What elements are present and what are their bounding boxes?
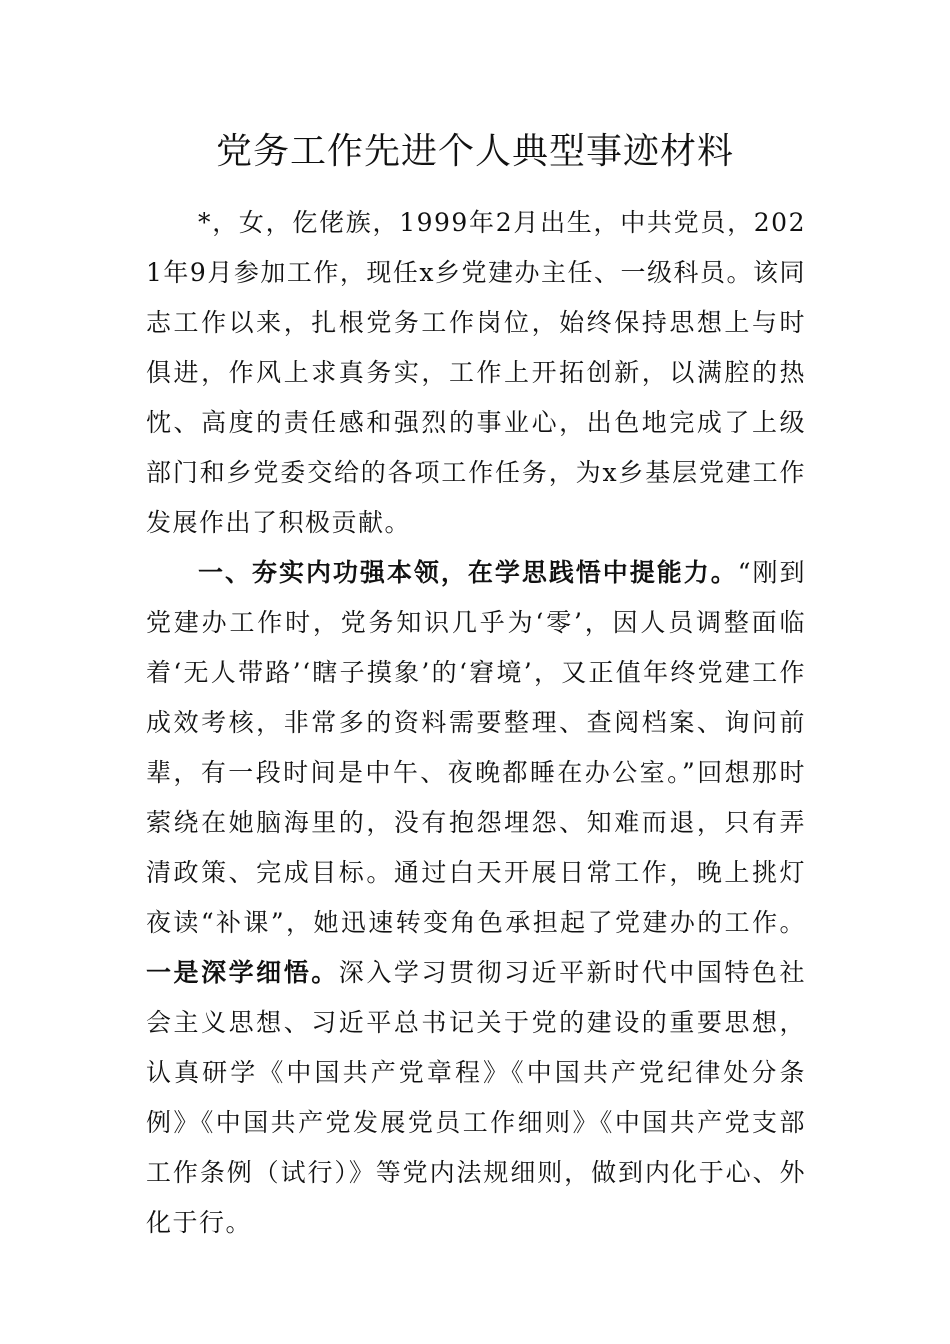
section-one-paragraph — [146, 548, 806, 1248]
section-text-after: 深入学习贯彻习近平新时代中国特色社会主义思想、习近平总书记关于党的建设的重要思想，认真研学《中国共产党章程》《中国共产党纪律处分条例》《中国共产党发展党员工作细则》《中国共产党支部工作条例（试行）》等党内法规细则，做到内化于心、外化于行。 — [146, 958, 806, 1237]
intro-paragraph: *，女，仡佬族，1999年2月出生，中共党员，2021年9月参加工作，现任x乡党建办主任、一级科员。该同志工作以来，扎根党务工作岗位，始终保持思想上与时俱进，作风上求真务实，工作上开拓创新，以满腔的热忱、高度的责任感和强烈的事业心，出色地完成了上级部门和乡党委交给的各项工作任务，为x乡基层党建工作发展作出了积极贡献。 — [146, 208, 806, 537]
document-title: 党务工作先进个人典型事迹材料 — [215, 131, 734, 172]
section-text-before: “刚到党建办工作时，党务知识几乎为‘零’，因人员调整面临着‘无人带路’‘瞎子摸象’的‘窘境’，又正值年终党建工作成效考核，非常多的资料需要整理、查阅档案、询问前辈，有一段时间是中午、夜晚都睡在办公室。”回想那时萦绕在她脑海里的，没有抱怨埋怨、知难而退，只有弄清政策、完成目标。通过白天开展日常工作，晚上挑灯夜读“补课”，她迅速转变角色承担起了党建办的工作。 — [146, 558, 806, 937]
document-body — [146, 198, 806, 1248]
subsection-heading: 一是深学细悟。 — [146, 958, 339, 987]
section-heading: 一、夯实内功强本领，在学思践悟中提能力。 — [198, 558, 738, 587]
